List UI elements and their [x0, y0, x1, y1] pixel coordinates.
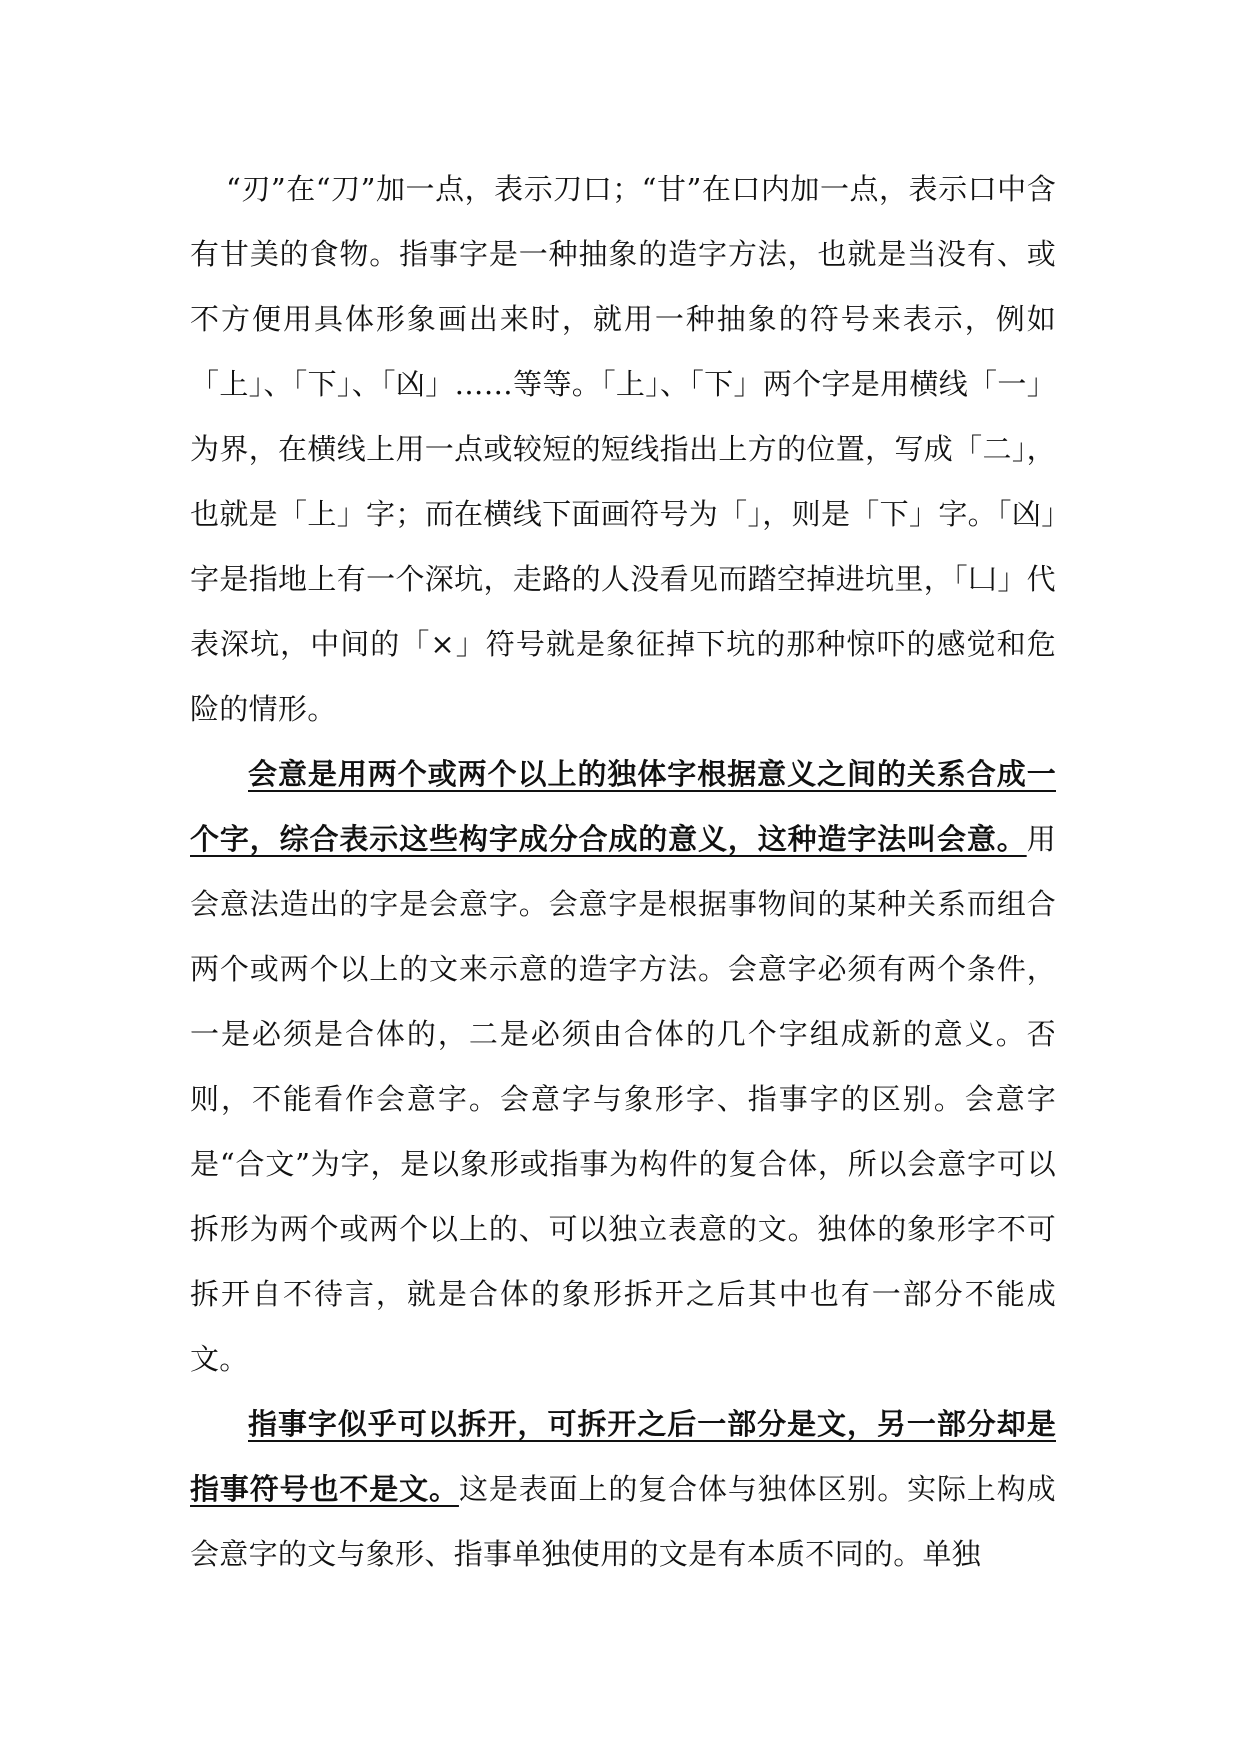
- paragraph-1: [190, 157, 1056, 742]
- paragraph-3-text: 这是表面上的复合体与独体区别。实际上构成会意字的文与象形、指事单独使用的文是有本质不同的。单独: [190, 1472, 1056, 1571]
- paragraph-3: [190, 1392, 1056, 1587]
- paragraph-2: [190, 742, 1056, 1392]
- paragraph-2-emphasis: 会意是用两个或两个以上的独体字根据意义之间的关系合成一个字，综合表示这些构字成分合成的意义，这种造字法叫会意。: [190, 757, 1056, 856]
- paragraph-2-text: 用会意法造出的字是会意字。会意字是根据事物间的某种关系而组合两个或两个以上的文来示意的造字方法。会意字必须有两个条件，一是必须是合体的，二是必须由合体的几个字组成新的意义。否则，不能看作会意字。会意字与象形字、指事字的区别。会意字是“合文”为字，是以象形或指事为构件的复合体，所以会意字可以拆形为两个或两个以上的、可以独立表意的文。独体的象形字不可拆开自不待言，就是合体的象形拆开之后其中也有一部分不能成文。: [190, 822, 1056, 1376]
- body-text: [190, 157, 1056, 1587]
- paragraph-3-emphasis: 指事字似乎可以拆开，可拆开之后一部分是文，另一部分却是指事符号也不是文。: [190, 1407, 1056, 1506]
- paragraph-1-text: “刃”在“刀”加一点，表示刀口；“甘”在口内加一点，表示口中含有甘美的食物。指事字是一种抽象的造字方法，也就是当没有、或不方便用具体形象画出来时，就用一种抽象的符号来表示，例如「上」、「下」、「凶」……等等。「上」、「下」两个字是用横线「一」为界，在横线上用一点或较短的短线指出上方的位置，写成「二」，也就是「上」字；而在横线下面画符号为「」，则是「下」字。「凶」字是指地上有一个深坑，走路的人没看见而踏空掉进坑里，「凵」代表深坑，中间的「×」符号就是象征掉下坑的那种惊吓的感觉和危险的情形。: [190, 172, 1056, 726]
